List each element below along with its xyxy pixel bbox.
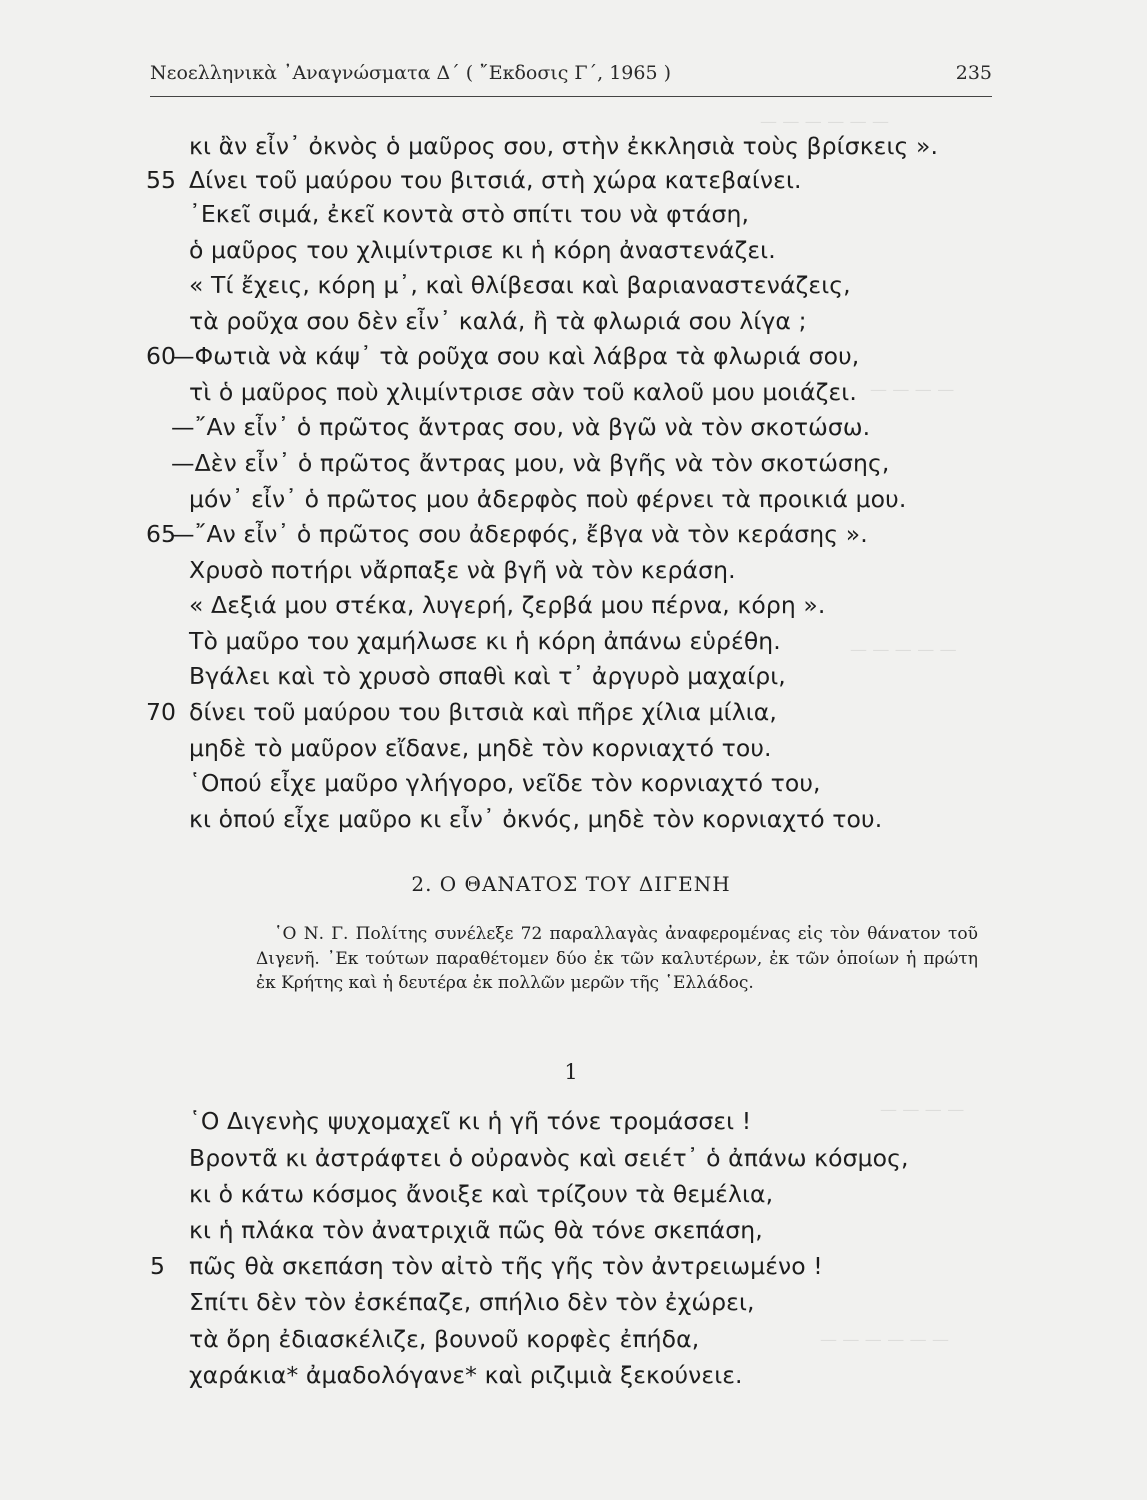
section-title: 2. Ο ΘΑΝΑΤΟΣ ΤΟΥ ΔΙΓΕΝΗ — [411, 872, 731, 896]
poem-line: δίνει τοῦ μαύρου του βιτσιὰ καὶ πῆρε χίλια μίλια, — [189, 698, 777, 726]
poem-line: κι ὁπού εἶχε μαῦρο κι εἶν᾿ ὀκνός, μηδὲ τὸν κορνιαχτό του. — [189, 805, 883, 833]
poem-line: « Δεξιά μου στέκα, λυγερή, ζερβά μου πέρνα, κόρη ». — [189, 591, 826, 619]
poem-line: —῎Αν εἶν᾿ ὁ πρῶτος ἄντρας σου, νὰ βγῶ νὰ τὸν σκοτώσω. — [171, 413, 871, 441]
poem-line: κι ἂν εἶν᾿ ὀκνὸς ὁ μαῦρος σου, στὴν ἐκκλησιὰ τοὺς βρίσκεις ». — [189, 132, 939, 160]
poem-line: Τὸ μαῦρο του χαμήλωσε κι ἡ κόρη ἀπάνω εὑρέθη. — [189, 627, 781, 655]
header-title: Νεοελληνικὰ ᾿Αναγνώσματα Δ΄ ( ῎Εκδοσις Γ΄, 1965 ) — [150, 62, 671, 84]
poem-line: ῾Οπού εἶχε μαῦρο γλήγορο, νεῖδε τὸν κορνιαχτό του, — [189, 769, 821, 797]
poem-line: ὁ μαῦρος του χλιμίντρισε κι ἡ κόρη ἀναστενάζει. — [189, 236, 776, 264]
poem-line: « Τί ἔχεις, κόρη μ᾿, καὶ θλίβεσαι καὶ βαριαναστενάζεις, — [189, 271, 851, 299]
poem-line: —῎Αν εἶν᾿ ὁ πρῶτος σου ἀδερφός, ἔβγα νὰ τὸν κεράσης ». — [171, 520, 868, 548]
line-number: 60 — [146, 342, 176, 370]
poem-line: μηδὲ τὸ μαῦρον εἴδανε, μηδὲ τὸν κορνιαχτό του. — [189, 734, 772, 762]
poem-line: τὰ ὄρη ἐδιασκέλιζε, βουνοῦ κορφὲς ἐπήδα, — [189, 1325, 700, 1353]
poem-line: πῶς θὰ σκεπάση τὸν αἰτὸ τῆς γῆς τὸν ἀντρειωμένο ! — [189, 1252, 823, 1280]
poem-line: ῾Ο Διγενὴς ψυχομαχεῖ κι ἡ γῆ τόνε τρομάσσει ! — [189, 1107, 752, 1135]
line-number: 5 — [150, 1252, 165, 1280]
poem-line: κι ἡ πλάκα τὸν ἀνατριχιᾶ πῶς θὰ τόνε σκεπάση, — [189, 1216, 763, 1244]
subsection-number: 1 — [564, 1060, 578, 1084]
poem-line: τὰ ροῦχα σου δὲν εἶν᾿ καλά, ἢ τὰ φλωριά σου λίγα ; — [189, 307, 807, 335]
poem-line: Σπίτι δὲν τὸν ἐσκέπαζε, σπήλιο δὲν τὸν ἐχώρει, — [189, 1288, 755, 1316]
line-number: 65 — [146, 520, 176, 548]
line-number: 70 — [146, 698, 176, 726]
header-rule — [150, 96, 992, 97]
running-header — [150, 58, 992, 90]
line-number: 55 — [146, 166, 176, 194]
poem-line: ᾿Εκεῖ σιμά, ἐκεῖ κοντὰ στὸ σπίτι του νὰ φτάση, — [189, 200, 750, 228]
poem-line: —Δὲν εἶν᾿ ὁ πρῶτος ἄντρας μου, νὰ βγῆς νὰ τὸν σκοτώσης, — [171, 449, 890, 477]
poem-line: Βροντᾶ κι ἀστράφτει ὁ οὐρανὸς καὶ σειέτ᾿ ὁ ἀπάνω κόσμος, — [189, 1144, 909, 1172]
poem-line: Δίνει τοῦ μαύρου του βιτσιά, στὴ χώρα κατεβαίνει. — [189, 166, 802, 194]
poem-line: —Φωτιὰ νὰ κάψ᾿ τὰ ροῦχα σου καὶ λάβρα τὰ φλωριά σου, — [171, 342, 860, 370]
poem-line: μόν᾿ εἶν᾿ ὁ πρῶτος μου ἀδερφὸς ποὺ φέρνει τὰ προικιά μου. — [189, 485, 907, 513]
poem-line: κι ὁ κάτω κόσμος ἄνοιξε καὶ τρίζουν τὰ θεμέλια, — [189, 1180, 774, 1208]
section-intro: ῾Ο Ν. Γ. Πολίτης συνέλεξε 72 παραλλαγὰς ἀναφερομένας εἰς τὸν θάνατον τοῦ Διγενῆ. ᾿Εκ τούτων παραθέτομεν δύο ἐκ τῶν καλυτέρων, ἐκ τῶν ὁποίων ἡ πρώτη ἐκ Κρήτης καὶ ἡ δευτέρα ἐκ πολλῶν μερῶν τῆς ῾Ελλάδος. — [256, 924, 978, 993]
page-number: 235 — [955, 62, 992, 84]
poem-line: Χρυσὸ ποτήρι νἄρπαξε νὰ βγῆ νὰ τὸν κεράση. — [189, 556, 736, 584]
book-page: — — — — — — — — — — — — — — — — — — — — — — — — — Νεοελληνικὰ ᾿Αναγνώσματα Δ΄ ( ῎Εκδοσις Γ΄, 1965 ) 235 κι ἂν εἶν᾿ ὀκνὸς ὁ μαῦρος σου, στὴν ἐκκλησιὰ τοὺς βρίσκεις ». 55 Δίνει τοῦ μαύρου του βιτσιά, στὴ χώρα κατεβαίνει. ᾿Εκεῖ σιμά, ἐκεῖ κοντὰ στὸ σπίτι του νὰ φτάση, ὁ μαῦρος του χλιμίντρισε κι ἡ κόρη ἀναστενάζει. « Τί ἔχεις, κόρη μ᾿, καὶ θλίβεσαι καὶ βαριαναστενάζεις, τὰ ροῦχα σου δὲν εἶν᾿ καλά, ἢ τὰ φλωριά σου λίγα ; 60 —Φωτιὰ νὰ κάψ᾿ τὰ ροῦχα σου καὶ λάβρα τὰ φλωριά σου, τὶ ὁ μαῦρος ποὺ χλιμίντρισε σὰν τοῦ καλοῦ μου μοιάζει. —῎Αν εἶν᾿ ὁ πρῶτος ἄντρας σου, νὰ βγῶ νὰ τὸν σκοτώσω. —Δὲν εἶν᾿ ὁ πρῶτος ἄντρας μου, νὰ βγῆς νὰ τὸν σκοτώσης, μόν᾿ εἶν᾿ ὁ πρῶτος μου ἀδερφὸς ποὺ φέρνει τὰ προικιά μου. 65 —῎Αν εἶν᾿ ὁ πρῶτος σου ἀδερφός, ἔβγα νὰ τὸν κεράσης ». Χρυσὸ ποτήρι νἄρπαξε νὰ βγῆ νὰ τὸν κεράση. « Δεξιά μου στέκα, λυγερή, ζερβά μου πέρνα, κόρη ». Τὸ μαῦρο του χαμήλωσε κι ἡ κόρη ἀπάνω εὑρέθη. Βγάλει καὶ τὸ χρυσὸ σπαθὶ καὶ τ᾿ ἀργυρὸ μαχαίρι, 70 δίνει τοῦ μαύρου του βιτσιὰ καὶ πῆρε χίλια μίλια, μηδὲ τὸ μαῦρον εἴδανε, μηδὲ τὸν κορνιαχτό του. ῾Οπού εἶχε μαῦρο γλήγορο, νεῖδε τὸν κορνιαχτό του, κι ὁπού εἶχε μαῦρο κι εἶν᾿ ὀκνός, μηδὲ τὸν κορνιαχτό του. 2. Ο ΘΑΝΑΤΟΣ ΤΟΥ ΔΙΓΕΝΗ ῾Ο Ν. Γ. Πολίτης συνέλεξε 72 παραλλαγὰς ἀναφερομένας εἰς τὸν θάνατον τοῦ Διγενῆ. ᾿Εκ τούτων παραθέτομεν δύο ἐκ τῶν καλυτέρων, ἐκ τῶν ὁποίων ἡ πρώτη ἐκ Κρήτης καὶ ἡ δευτέρα ἐκ πολλῶν μερῶν τῆς ῾Ελλάδος. 1 ῾Ο Διγενὴς ψυχομαχεῖ κι ἡ γῆ τόνε τρομάσσει ! Βροντᾶ κι ἀστράφτει ὁ οὐρανὸς καὶ σειέτ᾿ ὁ ἀπάνω κόσμος, κι ὁ κάτω κόσμος ἄνοιξε καὶ τρίζουν τὰ θεμέλια, κι ἡ πλάκα τὸν ἀνατριχιᾶ πῶς θὰ τόνε σκεπάση, 5 πῶς θὰ σκεπάση τὸν αἰτὸ τῆς γῆς τὸν ἀντρειωμένο ! Σπίτι δὲν τὸν ἐσκέπαζε, σπήλιο δὲν τὸν ἐχώρει, τὰ ὄρη ἐδιασκέλιζε, βουνοῦ κορφὲς ἐπήδα, χαράκια* ἀμαδολόγανε* καὶ ριζιμιὰ ξεκούνειε. — [0, 0, 1147, 1500]
poem-line: Βγάλει καὶ τὸ χρυσὸ σπαθὶ καὶ τ᾿ ἀργυρὸ μαχαίρι, — [189, 662, 786, 690]
poem-line: τὶ ὁ μαῦρος ποὺ χλιμίντρισε σὰν τοῦ καλοῦ μου μοιάζει. — [189, 378, 857, 406]
poem-line: χαράκια* ἀμαδολόγανε* καὶ ριζιμιὰ ξεκούνειε. — [189, 1361, 743, 1389]
